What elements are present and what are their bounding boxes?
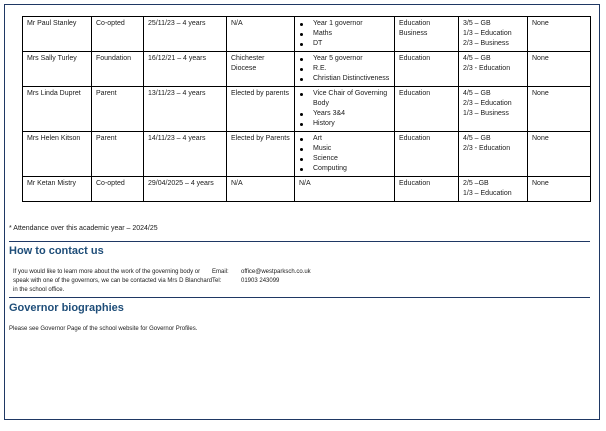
list-item: Art: [297, 134, 390, 144]
appointed-by: Elected by Parents: [227, 132, 295, 177]
table-row: [23, 177, 591, 202]
appointed-by: N/A: [227, 177, 295, 202]
list-item: Year 1 governor: [297, 19, 390, 29]
list-item: R.E.: [297, 64, 390, 74]
attendance-line: 1/3 – Education: [463, 190, 512, 197]
governor-name: Mr Ketan Mistry: [23, 177, 92, 202]
governor-name: Mr Paul Stanley: [23, 17, 92, 52]
declarations-cell: None: [528, 177, 591, 202]
attendance-line: 2/3 - Education: [463, 145, 511, 152]
attendance-line: 2/3 - Education: [463, 65, 511, 72]
email-label: Email:: [212, 269, 229, 275]
list-item: Computing: [297, 164, 390, 174]
responsibilities-cell: [295, 132, 395, 177]
interests-cell: Education: [395, 177, 459, 202]
term-of-office: 14/11/23 – 4 years: [144, 132, 227, 177]
attendance-line: 3/5 – GB: [463, 20, 491, 27]
term-of-office: 16/12/21 – 4 years: [144, 52, 227, 87]
governor-name: Mrs Linda Dupret: [23, 87, 92, 132]
governor-category: Co-opted: [92, 177, 144, 202]
responsibilities-cell: [295, 87, 395, 132]
biographies-heading: Governor biographies: [9, 302, 124, 314]
phone-number: 01903 243099: [241, 278, 280, 284]
attendance-line: 2/3 – Business: [463, 40, 509, 47]
term-of-office: 25/11/23 – 4 years: [144, 17, 227, 52]
section-divider: [9, 297, 590, 298]
interests-cell: Education: [395, 132, 459, 177]
interests-cell: Education: [395, 87, 459, 132]
document-page: [4, 4, 600, 420]
table-row: [23, 87, 591, 132]
attendance-cell: [459, 87, 528, 132]
governor-category: Parent: [92, 87, 144, 132]
responsibilities-list: [297, 19, 390, 49]
term-of-office: 13/11/23 – 4 years: [144, 87, 227, 132]
governor-category: Foundation: [92, 52, 144, 87]
attendance-cell: [459, 52, 528, 87]
attendance-cell: [459, 177, 528, 202]
responsibilities-cell: [295, 52, 395, 87]
attendance-line: 1/3 – Business: [463, 110, 509, 117]
interests-cell: Education Business: [395, 17, 459, 52]
list-item: Music: [297, 144, 390, 154]
governor-category: Parent: [92, 132, 144, 177]
biographies-text: Please see Governor Page of the school website for Governor Profiles.: [9, 326, 198, 332]
interests-cell: Education: [395, 52, 459, 87]
list-item: Years 3&4: [297, 109, 390, 119]
table-row: [23, 132, 591, 177]
tel-label: Tel:: [212, 278, 222, 284]
table-row: [23, 52, 591, 87]
attendance-line: 1/3 – Education: [463, 30, 512, 37]
responsibilities-list: [297, 54, 390, 84]
responsibilities-list: [297, 134, 390, 174]
attendance-note: * Attendance over this academic year – 2024/25: [9, 225, 158, 232]
attendance-line: 2/3 – Education: [463, 100, 512, 107]
attendance-line: 4/5 – GB: [463, 135, 491, 142]
list-item: Maths: [297, 29, 390, 39]
declarations-cell: None: [528, 52, 591, 87]
declarations-cell: None: [528, 87, 591, 132]
term-of-office: 29/04/2025 – 4 years: [144, 177, 227, 202]
attendance-cell: [459, 17, 528, 52]
responsibilities-list: [297, 89, 390, 129]
appointed-by: Elected by parents: [227, 87, 295, 132]
list-item: Year 5 governor: [297, 54, 390, 64]
attendance-line: 4/5 – GB: [463, 55, 491, 62]
list-item: History: [297, 119, 390, 129]
attendance-cell: [459, 132, 528, 177]
appointed-by: Chichester Diocese: [227, 52, 295, 87]
section-divider: [9, 241, 590, 242]
email-address[interactable]: office@westparksch.co.uk: [241, 269, 311, 275]
declarations-cell: None: [528, 17, 591, 52]
governors-table: [22, 16, 591, 202]
contact-heading: How to contact us: [9, 245, 104, 257]
table-row: [23, 17, 591, 52]
appointed-by: N/A: [227, 17, 295, 52]
contact-labels: [212, 268, 229, 286]
attendance-line: 4/5 – GB: [463, 90, 491, 97]
list-item: Christian Distinctiveness: [297, 74, 390, 84]
contact-values: [241, 268, 311, 286]
governor-category: Co-opted: [92, 17, 144, 52]
declarations-cell: None: [528, 132, 591, 177]
responsibilities-cell: [295, 17, 395, 52]
list-item: DT: [297, 39, 390, 49]
responsibilities-cell: N/A: [295, 177, 395, 202]
list-item: Vice Chair of Governing Body: [297, 89, 390, 109]
attendance-line: 2/5 –GB: [463, 180, 489, 187]
list-item: Science: [297, 154, 390, 164]
governor-name: Mrs Helen Kitson: [23, 132, 92, 177]
contact-paragraph: If you would like to learn more about the work of the governing body or speak with one of the governors, we can be contacted via Mrs D Blanchard in the school office.: [13, 269, 213, 293]
governor-name: Mrs Sally Turley: [23, 52, 92, 87]
